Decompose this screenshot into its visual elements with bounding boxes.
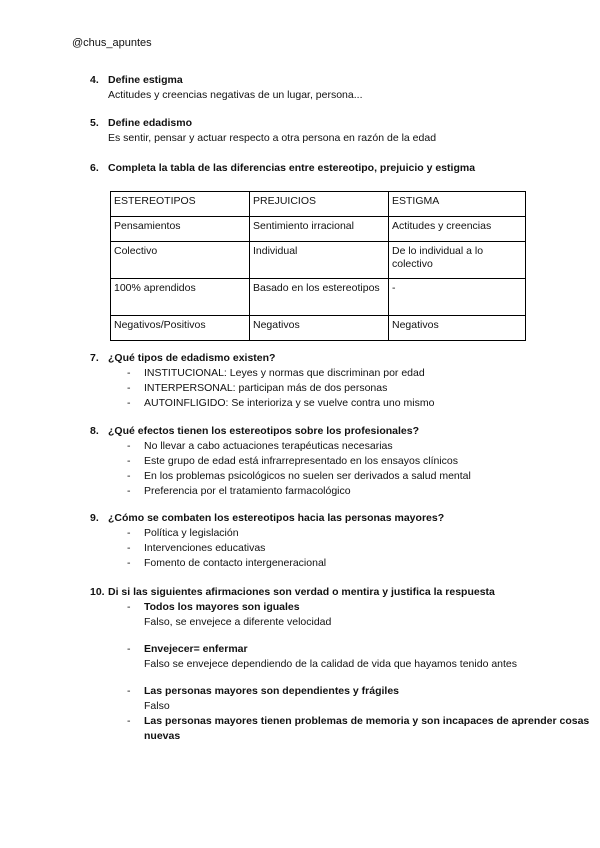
answer-list bbox=[90, 366, 434, 411]
table-row bbox=[111, 316, 526, 341]
question-number: 5. bbox=[90, 117, 99, 129]
list-item: - AUTOINFLIGIDO: Se interioriza y se vuelve contra uno mismo bbox=[90, 396, 434, 411]
statement-answer: Falso, se envejece a diferente velocidad bbox=[144, 616, 332, 628]
statement-text: Envejecer= enfermar bbox=[144, 643, 248, 655]
question-number: 6. bbox=[90, 162, 99, 174]
question-title: Define edadismo bbox=[108, 117, 193, 129]
table-cell: Negativos bbox=[389, 316, 526, 341]
list-item: - Política y legislación bbox=[90, 526, 444, 541]
question-number: 7. bbox=[90, 352, 99, 364]
table-cell: Negativos/Positivos bbox=[111, 316, 250, 341]
question-number: 10. bbox=[90, 586, 105, 598]
question-title: ¿Cómo se combaten los estereotipos hacia las personas mayores? bbox=[108, 512, 445, 524]
list-item: - INSTITUCIONAL: Leyes y normas que discriminan por edad bbox=[90, 366, 434, 381]
spacer bbox=[90, 672, 600, 684]
statement-text: Las personas mayores tienen problemas de memoria y son incapaces de aprender cosas nuevas bbox=[144, 715, 590, 742]
statement-item bbox=[90, 684, 600, 714]
question-4 bbox=[90, 73, 363, 103]
question-title: Define estigma bbox=[108, 74, 183, 86]
answer-list bbox=[90, 526, 444, 571]
table-cell: Actitudes y creencias bbox=[389, 217, 526, 242]
question-7 bbox=[90, 351, 434, 411]
table-cell: Negativos bbox=[250, 316, 389, 341]
statement-item bbox=[90, 714, 600, 744]
list-item: - Intervenciones educativas bbox=[90, 541, 444, 556]
table-header-cell: ESTIGMA bbox=[389, 192, 526, 217]
question-9 bbox=[90, 511, 444, 571]
table-row bbox=[111, 279, 526, 316]
author-handle: @chus_apuntes bbox=[72, 37, 152, 49]
question-title: ¿Qué efectos tienen los estereotipos sobre los profesionales? bbox=[108, 425, 419, 437]
statement-item bbox=[90, 642, 600, 672]
table-row bbox=[111, 217, 526, 242]
list-item: - INTERPERSONAL: participan más de dos personas bbox=[90, 381, 434, 396]
table-cell: - bbox=[389, 279, 526, 316]
table-cell: Basado en los estereotipos bbox=[250, 279, 389, 316]
table-header-cell: PREJUICIOS bbox=[250, 192, 389, 217]
list-item: - No llevar a cabo actuaciones terapéuticas necesarias bbox=[90, 439, 471, 454]
table-cell: Colectivo bbox=[111, 242, 250, 279]
question-answer: Es sentir, pensar y actuar respecto a otra persona en razón de la edad bbox=[108, 132, 437, 144]
table-cell: Individual bbox=[250, 242, 389, 279]
table-cell: Sentimiento irracional bbox=[250, 217, 389, 242]
answer-list bbox=[90, 439, 471, 499]
statement-text: Las personas mayores son dependientes y frágiles bbox=[144, 685, 400, 697]
question-title: ¿Qué tipos de edadismo existen? bbox=[108, 352, 276, 364]
question-answer: Actitudes y creencias negativas de un lugar, persona... bbox=[108, 89, 363, 101]
question-title: Completa la tabla de las diferencias entre estereotipo, prejuicio y estigma bbox=[108, 162, 476, 174]
question-10 bbox=[90, 585, 600, 744]
list-item: - Este grupo de edad está infrarrepresentado en los ensayos clínicos bbox=[90, 454, 471, 469]
statement-list bbox=[90, 600, 600, 744]
list-item: - Fomento de contacto intergeneracional bbox=[90, 556, 444, 571]
table-header-row bbox=[111, 192, 526, 217]
question-5 bbox=[90, 116, 436, 146]
statement-answer: Falso se envejece dependiendo de la calidad de vida que hayamos tenido antes bbox=[144, 658, 518, 670]
table-row bbox=[111, 242, 526, 279]
question-number: 8. bbox=[90, 425, 99, 437]
table-header-cell: ESTEREOTIPOS bbox=[111, 192, 250, 217]
list-item: - Preferencia por el tratamiento farmacológico bbox=[90, 484, 471, 499]
question-8 bbox=[90, 424, 471, 499]
question-6 bbox=[90, 161, 475, 176]
question-number: 4. bbox=[90, 74, 99, 86]
table-cell: De lo individual a lo colectivo bbox=[389, 242, 526, 279]
table-cell: 100% aprendidos bbox=[111, 279, 250, 316]
question-title: Di si las siguientes afirmaciones son verdad o mentira y justifica la respuesta bbox=[108, 586, 495, 598]
spacer bbox=[90, 630, 600, 642]
statement-item bbox=[90, 600, 600, 630]
question-number: 9. bbox=[90, 512, 99, 524]
statement-text: Todos los mayores son iguales bbox=[144, 601, 300, 613]
table-cell: Pensamientos bbox=[111, 217, 250, 242]
comparison-table bbox=[110, 191, 526, 341]
statement-answer: Falso bbox=[144, 700, 170, 712]
list-item: - En los problemas psicológicos no suelen ser derivados a salud mental bbox=[90, 469, 471, 484]
